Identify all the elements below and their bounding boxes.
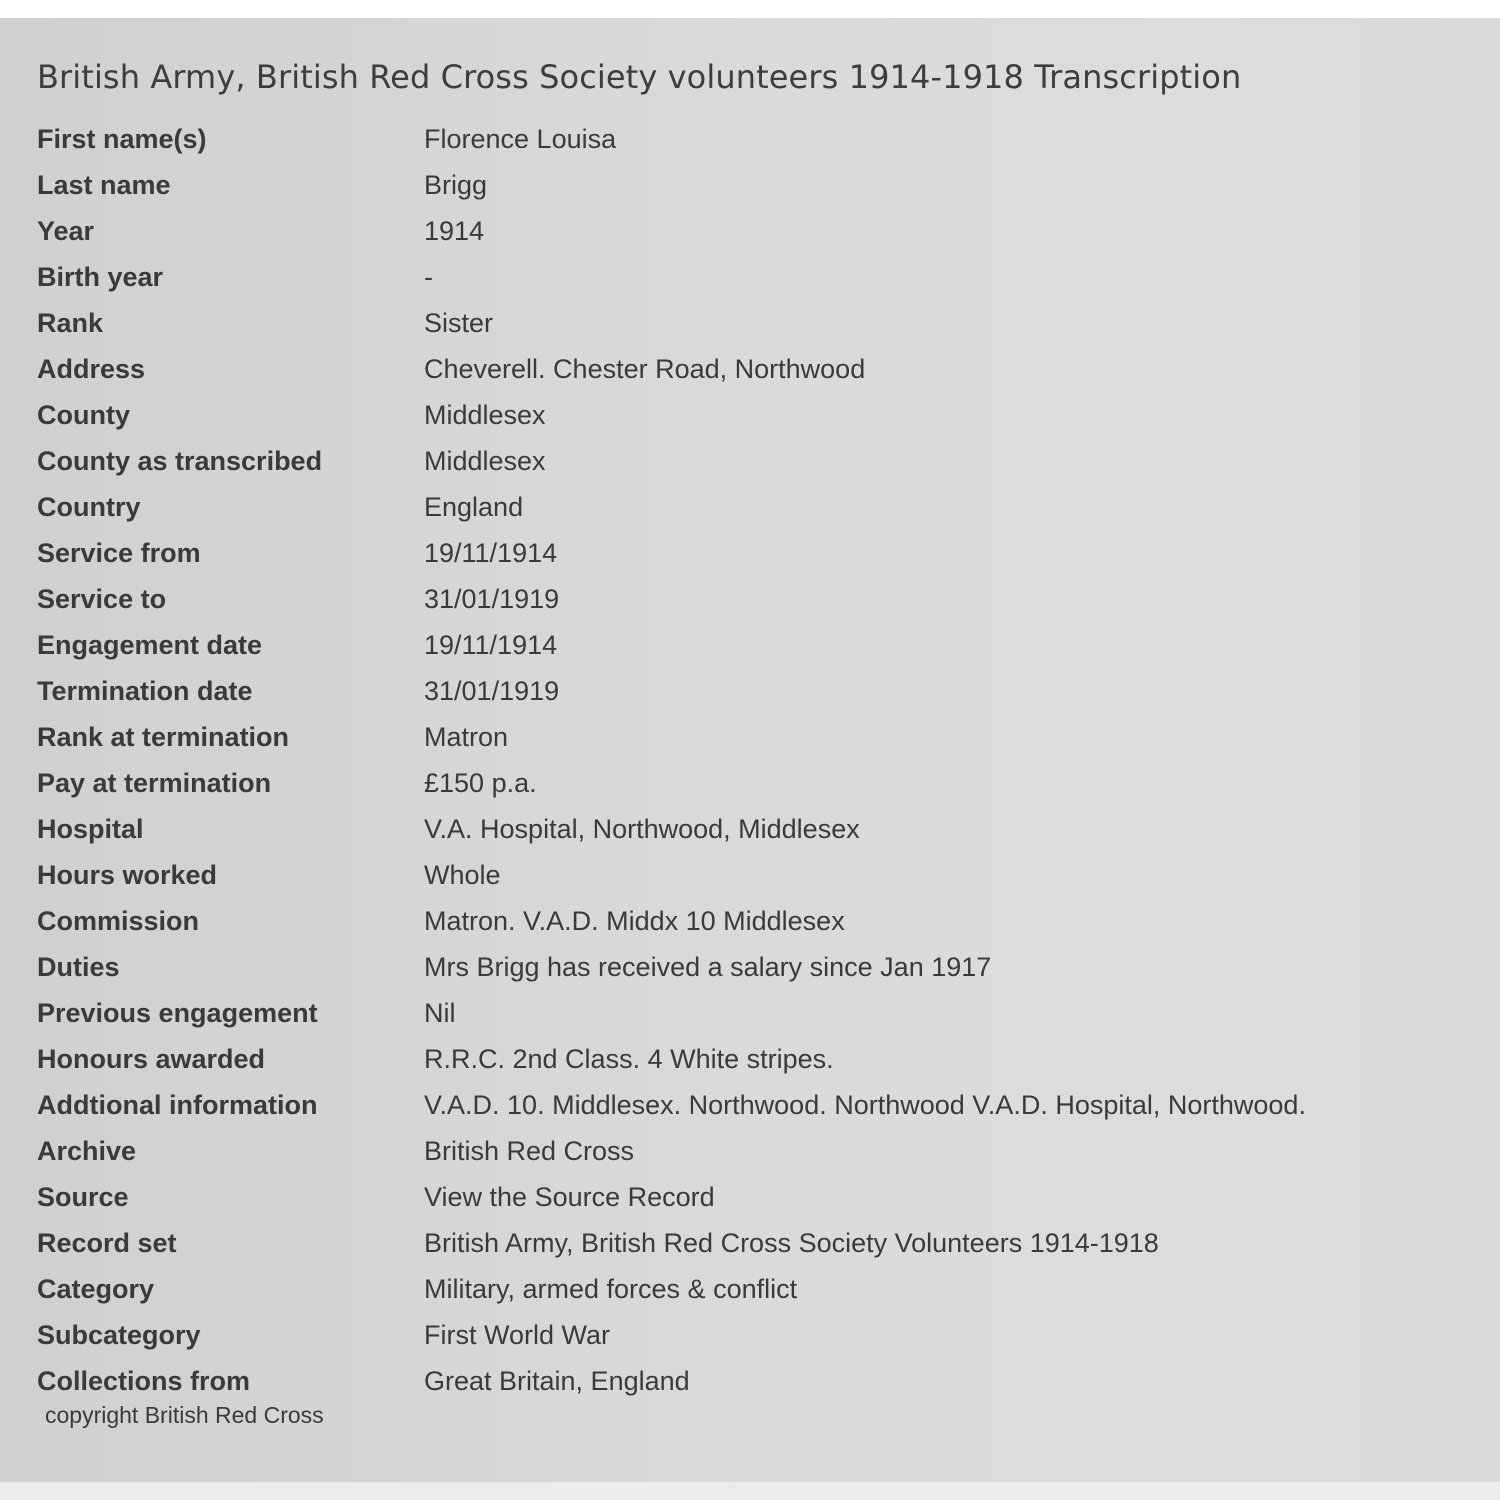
record-row-duties [37,952,1477,998]
record-row-birth-year [37,262,1477,308]
record-row-category [37,1274,1477,1320]
field-label: First name(s) [37,124,207,154]
record-row-service-from [37,538,1477,584]
field-label: Service from [37,538,201,568]
field-label: Archive [37,1136,137,1166]
field-label: County as transcribed [37,446,323,476]
field-label: Termination date [37,676,253,706]
field-label: Honours awarded [37,1044,266,1074]
page-margin [0,1482,1500,1500]
record-row-engagement-date [37,630,1477,676]
field-value: Whole [424,860,501,890]
field-value: Brigg [424,170,488,200]
field-label: Last name [37,170,171,200]
record-row-service-to [37,584,1477,630]
field-value: British Red Cross [424,1136,635,1166]
record-row-pay-at-termination [37,768,1477,814]
field-value: 1914 [424,216,485,246]
document-sheet [0,18,1500,1482]
field-value: Sister [424,308,494,338]
field-value: 19/11/1914 [424,630,558,660]
field-value: R.R.C. 2nd Class. 4 White stripes. [424,1044,834,1074]
record-row-county-as-transcribed [37,446,1477,492]
field-value: 31/01/1919 [424,584,560,614]
field-label: Service to [37,584,167,614]
record-row-county [37,400,1477,446]
page-title: British Army, British Red Cross Society volunteers 1914-1918 Transcription [37,58,1242,96]
record-row-hospital [37,814,1477,860]
field-value: Florence Louisa [424,124,617,154]
field-label: Source [37,1182,129,1212]
record-table [37,124,1477,1412]
field-label: Duties [37,952,120,982]
record-row-record-set [37,1228,1477,1274]
field-label: Engagement date [37,630,263,660]
field-label: Collections from [37,1366,251,1396]
field-label: Hours worked [37,860,218,890]
field-label: County [37,400,130,430]
field-value: 31/01/1919 [424,676,560,706]
field-value: England [424,492,524,522]
record-row-honours-awarded [37,1044,1477,1090]
field-value: British Army, British Red Cross Society Volunteers 1914-1918 [424,1228,1159,1258]
field-value: Cheverell. Chester Road, Northwood [424,354,866,384]
record-row-additional-information [37,1090,1477,1136]
field-label: Country [37,492,141,522]
field-label: Hospital [37,814,144,844]
field-label: Subcategory [37,1320,201,1350]
record-row-archive [37,1136,1477,1182]
record-row-rank [37,308,1477,354]
record-row-hours-worked [37,860,1477,906]
field-value: First World War [424,1320,610,1350]
field-value: 19/11/1914 [424,538,558,568]
record-row-last-name [37,170,1477,216]
field-label: Rank [37,308,104,338]
record-row-source [37,1182,1477,1228]
record-row-year [37,216,1477,262]
field-value: Great Britain, England [424,1366,690,1396]
record-row-commission [37,906,1477,952]
field-label: Pay at termination [37,768,272,798]
copyright-notice: copyright British Red Cross [45,1402,324,1428]
record-row-first-names [37,124,1477,170]
field-value: Matron. V.A.D. Middx 10 Middlesex [424,906,845,936]
field-value: Middlesex [424,400,546,430]
field-value: Matron [424,722,509,752]
field-value: Middlesex [424,446,546,476]
field-label: Record set [37,1228,177,1258]
field-label: Previous engagement [37,998,318,1028]
field-label: Category [37,1274,155,1304]
field-label: Birth year [37,262,164,292]
record-row-subcategory [37,1320,1477,1366]
record-row-address [37,354,1477,400]
field-label: Address [37,354,146,384]
field-value: Mrs Brigg has received a salary since Jan 1917 [424,952,992,982]
field-label: Addtional information [37,1090,318,1120]
field-label: Year [37,216,95,246]
field-value: Military, armed forces & conflict [424,1274,798,1304]
field-value: - [424,262,433,292]
source-record-link[interactable]: View the Source Record [424,1182,715,1212]
record-row-previous-engagement [37,998,1477,1044]
field-value: Nil [424,998,456,1028]
field-value: V.A. Hospital, Northwood, Middlesex [424,814,860,844]
record-row-termination-date [37,676,1477,722]
field-value: V.A.D. 10. Middlesex. Northwood. Northwood V.A.D. Hospital, Northwood. [424,1090,1306,1120]
field-label: Commission [37,906,200,936]
record-row-country [37,492,1477,538]
record-row-rank-at-termination [37,722,1477,768]
field-value: £150 p.a. [424,768,537,798]
field-label: Rank at termination [37,722,290,752]
